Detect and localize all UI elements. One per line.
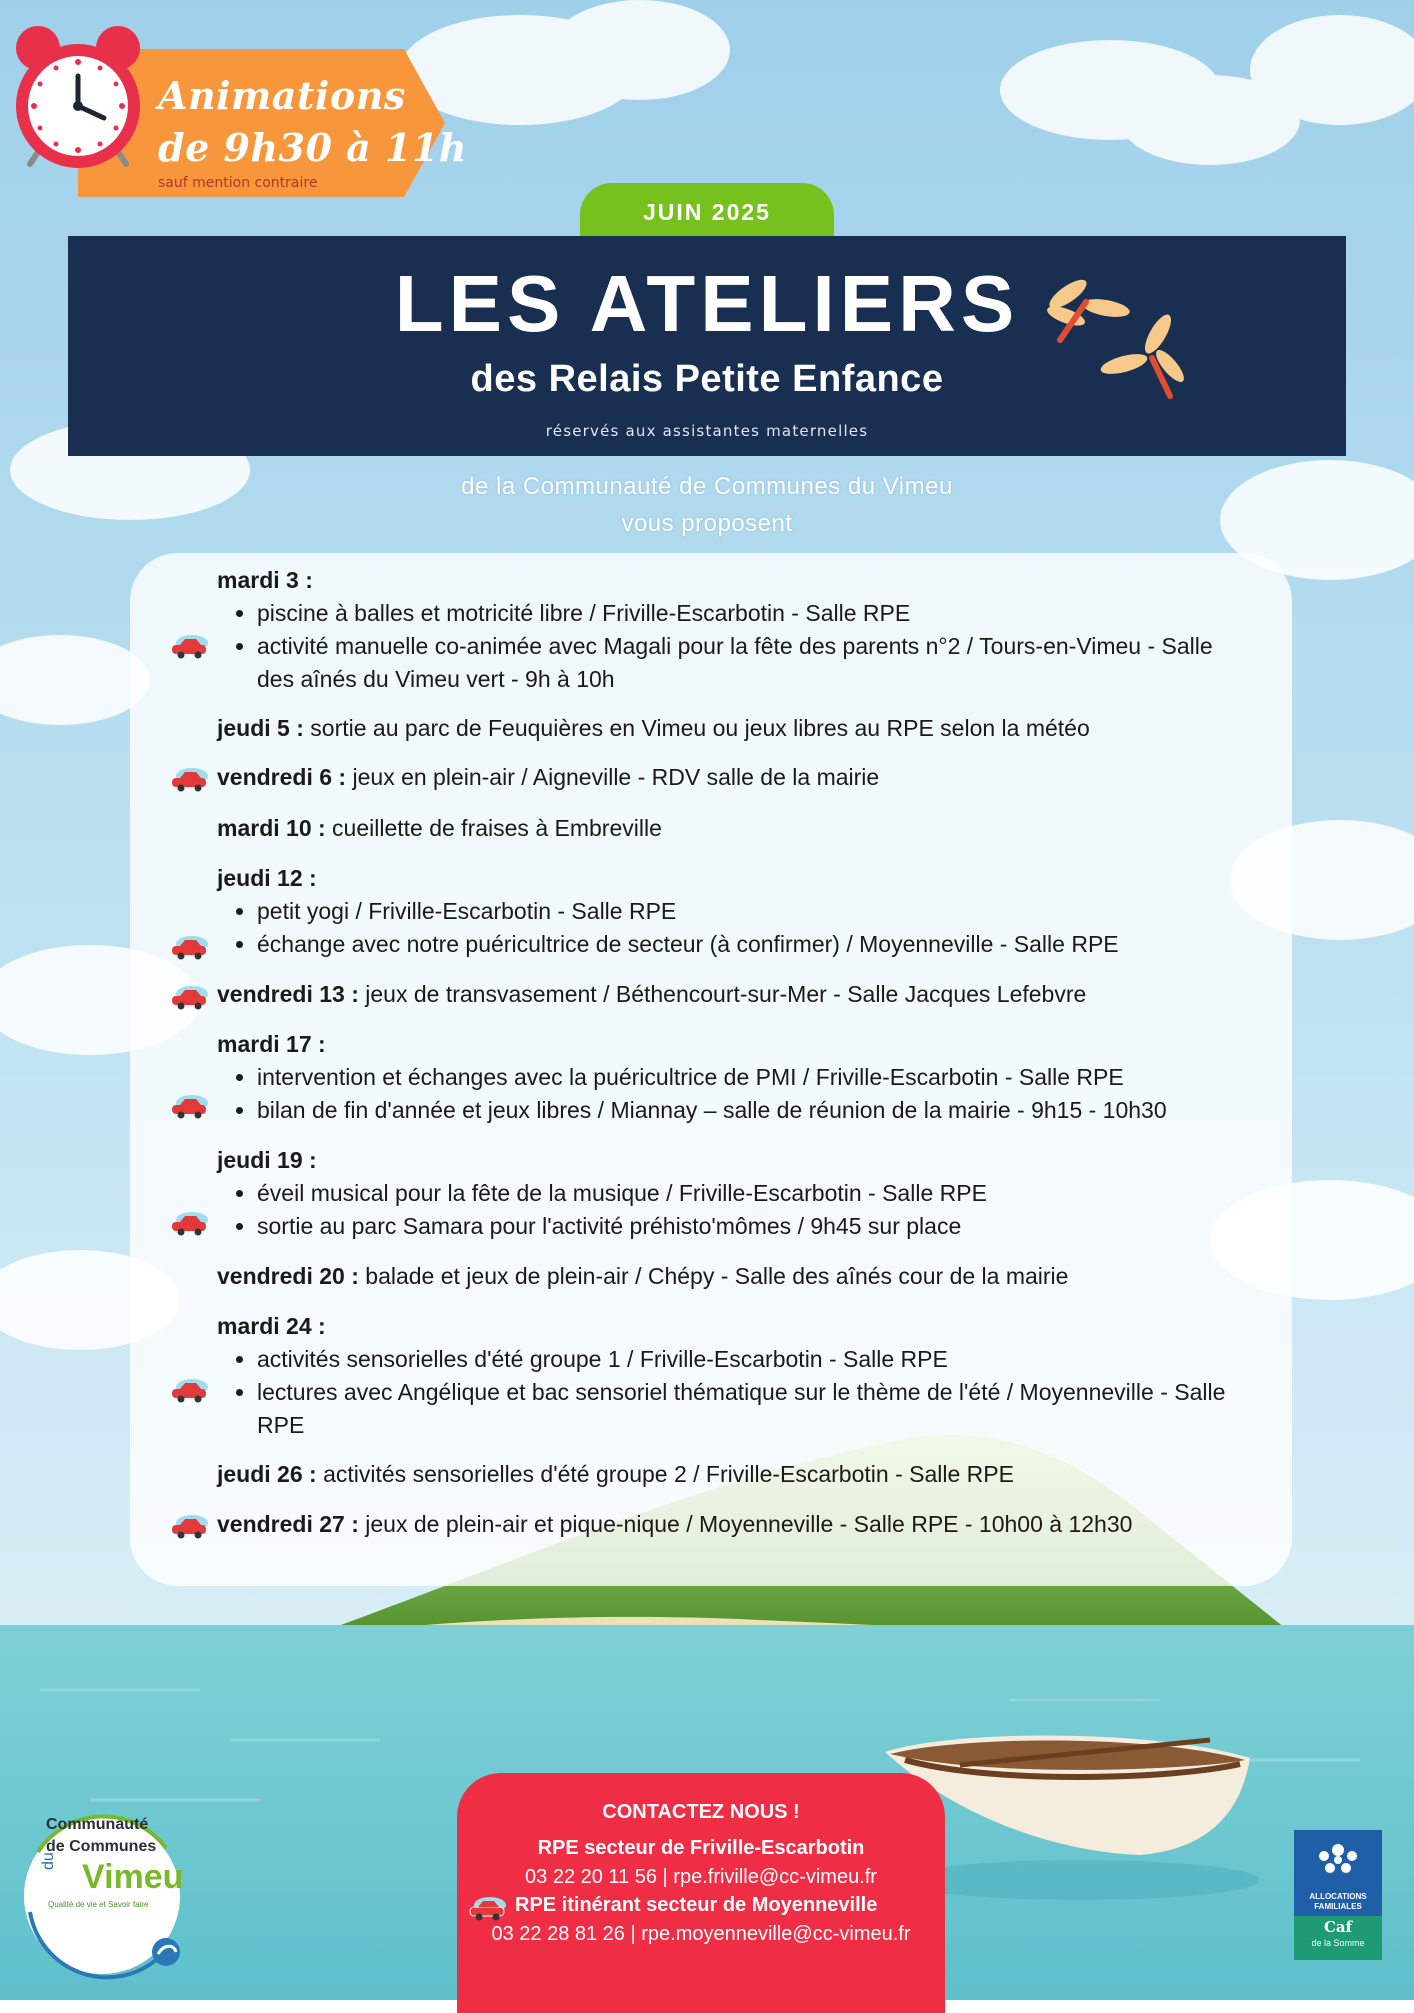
entry-text: sortie au parc de Feuquières en Vimeu ou jeux libres au RPE selon la météo xyxy=(303,715,1090,741)
cc-logo-line-2: de Communes xyxy=(46,1838,157,1855)
car-icon xyxy=(170,1211,210,1237)
car-icon xyxy=(468,1896,508,1922)
entry-day: mardi 17 : xyxy=(217,1031,326,1057)
intro-line-2: vous proposent xyxy=(621,510,793,537)
contact-sector-1-details: 03 22 20 11 56 | rpe.friville@cc-vimeu.fr xyxy=(525,1866,877,1888)
entry-item: • intervention et échanges avec la puéricultrice de PMI / Friville-Escarbotin - Salle RPE xyxy=(257,1061,1247,1094)
banner-note: sauf mention contraire xyxy=(158,175,318,191)
car-icon xyxy=(170,1514,210,1540)
entry-item: • lectures avec Angélique et bac sensoriel thématique sur le thème de l'été / Moyenneville - Salle RPE xyxy=(257,1376,1247,1442)
schedule-entry xyxy=(217,761,1247,794)
entry-text: jeux en plein-air / Aigneville - RDV salle de la mairie xyxy=(346,764,880,790)
entry-item: • activités sensorielles d'été groupe 1 / Friville-Escarbotin - Salle RPE xyxy=(257,1343,1247,1376)
entry-day: vendredi 20 : xyxy=(217,1263,359,1289)
schedule-entry xyxy=(217,1310,1247,1442)
entry-day: vendredi 27 : xyxy=(217,1511,359,1537)
entry-text: activités sensorielles d'été groupe 2 / Friville-Escarbotin - Salle RPE xyxy=(316,1461,1014,1487)
schedule-entry xyxy=(217,564,1247,696)
page-title: LES ATELIERS xyxy=(394,259,1020,348)
car-icon xyxy=(170,634,210,660)
entry-day: jeudi 12 : xyxy=(217,865,317,891)
schedule-entry xyxy=(217,1260,1247,1293)
entry-day: vendredi 13 : xyxy=(217,981,359,1007)
entry-day: jeudi 5 : xyxy=(217,715,304,741)
entry-day: mardi 24 : xyxy=(217,1313,326,1339)
caf-logo-caf: Caf xyxy=(1323,1918,1353,1936)
entry-day: vendredi 6 : xyxy=(217,764,347,790)
entry-item: • petit yogi / Friville-Escarbotin - Salle RPE xyxy=(257,895,1247,928)
car-icon xyxy=(170,767,210,793)
schedule-entry xyxy=(217,1144,1247,1243)
page-subtitle: des Relais Petite Enfance xyxy=(470,358,944,400)
schedule-entry xyxy=(217,712,1247,745)
schedule-entry xyxy=(217,1458,1247,1491)
schedule-entry xyxy=(217,812,1247,845)
cc-logo-line-3: Vimeu xyxy=(82,1858,184,1896)
entry-day: mardi 3 : xyxy=(217,567,313,593)
car-icon xyxy=(170,985,210,1011)
caf-logo-somme: de la Somme xyxy=(1311,1938,1365,1948)
banner-line-2: de 9h30 à 11h xyxy=(158,125,468,170)
entry-item: • sortie au parc Samara pour l'activité préhisto'mômes / 9h45 sur place xyxy=(257,1210,1247,1243)
contact-title: CONTACTEZ NOUS ! xyxy=(602,1801,800,1823)
intro-line-1: de la Communauté de Communes du Vimeu xyxy=(461,473,953,500)
schedule-entry xyxy=(217,1028,1247,1127)
car-icon xyxy=(170,935,210,961)
schedule-entry xyxy=(217,978,1247,1011)
cc-logo-tagline: Qualité de vie et Savoir faire xyxy=(48,1900,149,1909)
entry-day: jeudi 26 : xyxy=(217,1461,317,1487)
entry-day: jeudi 19 : xyxy=(217,1147,317,1173)
month-badge: JUIN 2025 xyxy=(580,183,834,247)
alarm-clock-icon xyxy=(8,18,148,168)
entry-day: mardi 10 : xyxy=(217,815,326,841)
intro-text xyxy=(357,468,1057,542)
entry-text: balade et jeux de plein-air / Chépy - Salle des aînés cour de la mairie xyxy=(358,1263,1069,1289)
entry-item: • éveil musical pour la fête de la musique / Friville-Escarbotin - Salle RPE xyxy=(257,1177,1247,1210)
banner-line-1: Animations xyxy=(158,73,406,118)
contact-sector-2: RPE itinérant secteur de Moyenneville xyxy=(515,1894,878,1916)
entry-text: jeux de transvasement / Béthencourt-sur-Mer - Salle Jacques Lefebvre xyxy=(358,981,1087,1007)
cc-logo-line-1: Communauté xyxy=(46,1816,149,1833)
entry-text: jeux de plein-air et pique-nique / Moyenneville - Salle RPE - 10h00 à 12h30 xyxy=(358,1511,1133,1537)
entry-item: • échange avec notre puéricultrice de secteur (à confirmer) / Moyenneville - Salle RPE xyxy=(257,928,1247,961)
car-icon xyxy=(170,1378,210,1404)
entry-item: • piscine à balles et motricité libre / Friville-Escarbotin - Salle RPE xyxy=(257,597,1247,630)
schedule-entry xyxy=(217,1508,1247,1541)
contact-sector-1: RPE secteur de Friville-Escarbotin xyxy=(537,1837,865,1859)
entry-text: cueillette de fraises à Embreville xyxy=(325,815,662,841)
dragonflies-icon xyxy=(1040,266,1190,406)
cc-logo-du: du xyxy=(40,1852,57,1870)
contact-sector-2-details: 03 22 28 81 26 | rpe.moyenneville@cc-vimeu.fr xyxy=(491,1923,911,1945)
car-icon xyxy=(170,1094,210,1120)
contact-box xyxy=(457,1773,945,2013)
caf-logo-af: ALLOCATIONS FAMILIALES xyxy=(1309,1892,1367,1911)
entry-item: • bilan de fin d'année et jeux libres / Miannay – salle de réunion de la mairie - 9h15 - 10h30 xyxy=(257,1094,1247,1127)
entry-item: • activité manuelle co-animée avec Magali pour la fête des parents n°2 / Tours-en-Vimeu - Salle des aînés du Vimeu vert - 9h à 10h xyxy=(257,630,1247,696)
audience-note: réservés aux assistantes maternelles xyxy=(545,422,869,440)
schedule-entry xyxy=(217,862,1247,961)
